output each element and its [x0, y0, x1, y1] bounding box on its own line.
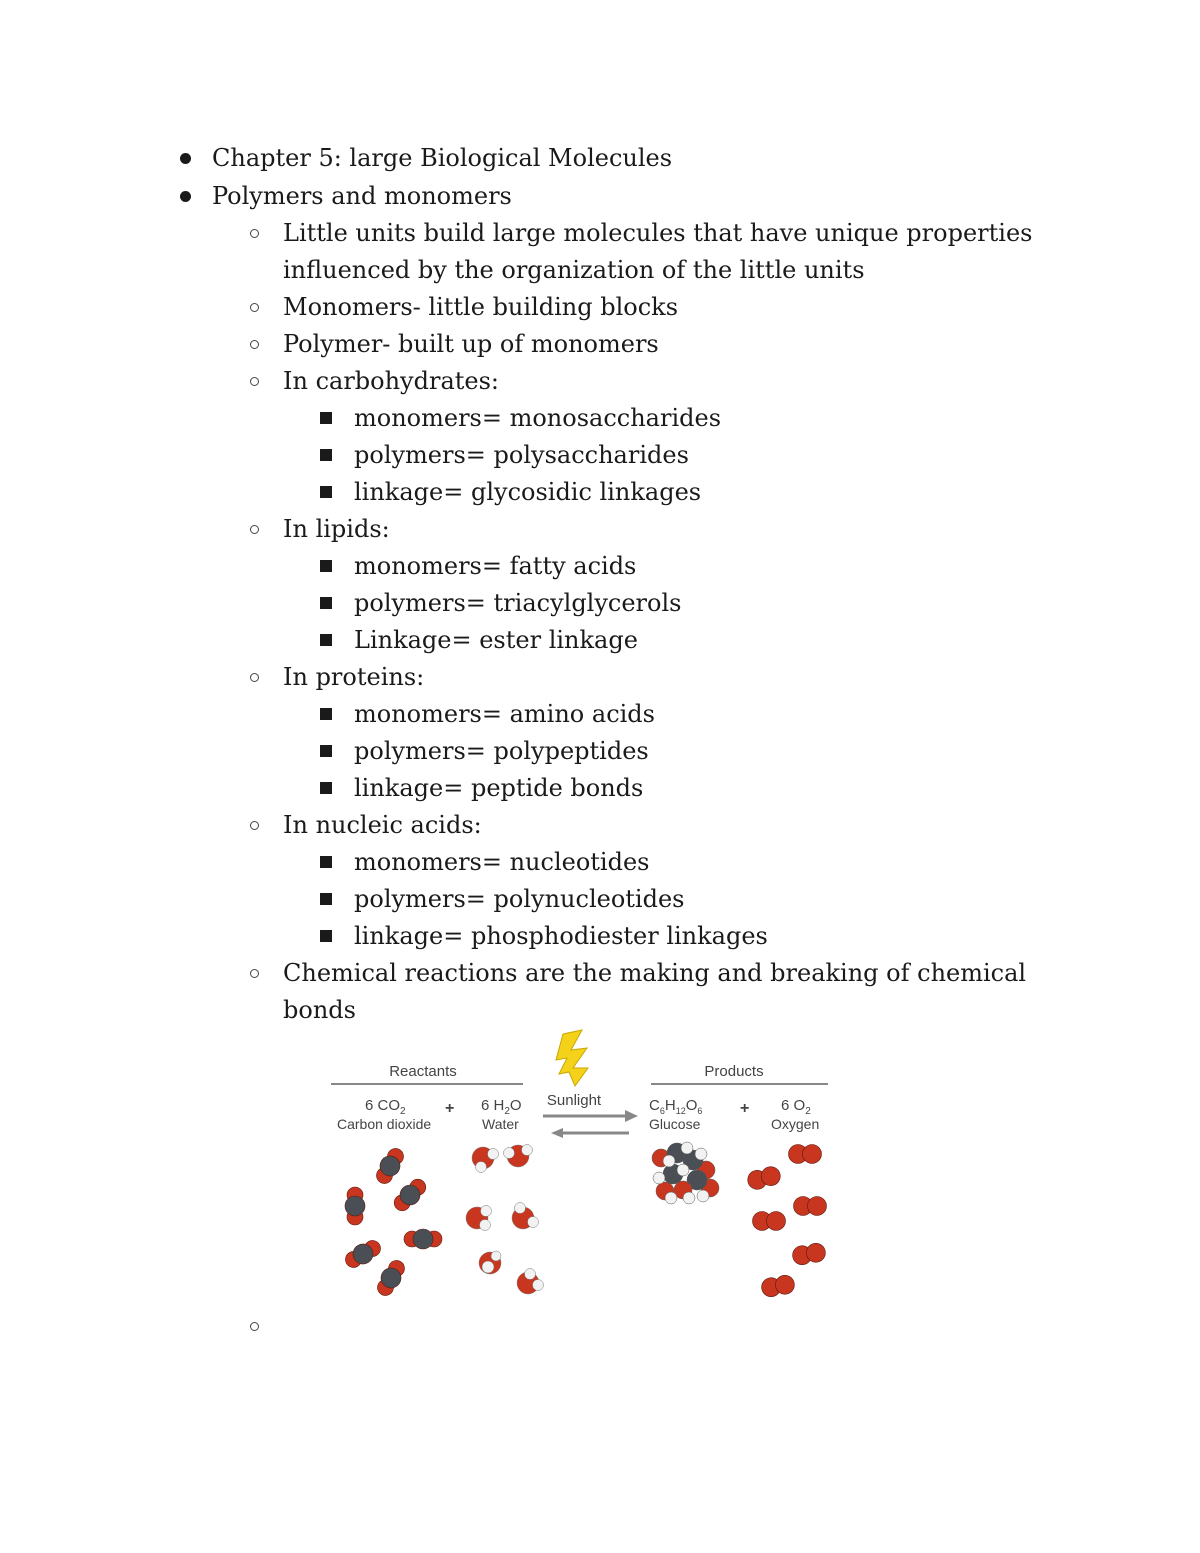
bullet-circle-icon: [250, 340, 259, 349]
bullet-square-icon: [320, 449, 332, 461]
co2-name: Carbon dioxide: [337, 1116, 432, 1132]
bullet-square-icon: [320, 893, 332, 905]
outline-item-level-2: In carbohydrates:: [283, 367, 500, 395]
outline-item-level-3: linkage= phosphodiester linkages: [354, 922, 768, 950]
reactants-label: Reactants: [389, 1063, 457, 1080]
outline-item-level-1: Chapter 5: large Biological Molecules: [212, 144, 673, 172]
bullet-square-icon: [320, 486, 332, 498]
outline-item-level-3: polymers= polypeptides: [354, 737, 649, 765]
co2-formula: 6 $CO_2$: [365, 1097, 406, 1117]
outline-item-level-2: In nucleic acids:: [283, 811, 482, 839]
outline-item-level-3: monomers= monosaccharides: [354, 404, 722, 432]
bullet-circle-icon: [250, 525, 259, 534]
outline-item-level-3: Linkage= ester linkage: [354, 626, 638, 654]
outline-item-level-3: monomers= nucleotides: [354, 848, 650, 876]
o2-formula: 6 $O_2$: [781, 1097, 811, 1117]
glucose-name: Glucose: [649, 1116, 701, 1132]
bullet-square-icon: [320, 708, 332, 720]
lightning-bolt-icon: [556, 1030, 588, 1086]
bullet-square-icon: [320, 930, 332, 942]
outline-item-level-2: Chemical reactions are the making and breaking of chemical: [283, 959, 1027, 987]
plus-sign-2: +: [740, 1100, 750, 1117]
co2-molecules: [342, 1145, 442, 1300]
glucose-formula: $C_6H_{12}O_6$: [649, 1097, 703, 1116]
bullet-square-icon: [320, 634, 332, 646]
o2-molecules: [746, 1145, 827, 1299]
outline-item-level-2: Polymer- built up of monomers: [283, 330, 659, 358]
outline-item-level-3: polymers= triacylglycerols: [354, 589, 682, 617]
outline-item-level-2: In lipids:: [283, 515, 390, 543]
outline-item-level-2: Little units build large molecules that have unique properties: [283, 219, 1033, 247]
bullet-circle-icon: [250, 377, 259, 386]
outline-item-level-3: monomers= amino acids: [354, 700, 655, 728]
outline-item-level-3: polymers= polynucleotides: [354, 885, 685, 913]
h2o-formula: 6 $H_2O$: [481, 1097, 522, 1117]
bullet-circle-icon: [250, 229, 259, 238]
bullet-disc-icon: [180, 153, 191, 164]
bullet-circle-icon: [250, 969, 259, 978]
outline-item-level-1: Polymers and monomers: [212, 182, 512, 210]
bullet-square-icon: [320, 856, 332, 868]
bullet-square-icon: [320, 560, 332, 572]
bullet-circle-icon: [250, 673, 259, 682]
outline-item-level-2: Monomers- little building blocks: [283, 293, 679, 321]
o2-name: Oxygen: [771, 1116, 820, 1132]
glucose-molecule: [652, 1142, 719, 1204]
h2o-name: Water: [482, 1116, 519, 1132]
outline-item-level-3: linkage= peptide bonds: [354, 774, 644, 802]
outline-item-level-3: polymers= polysaccharides: [354, 441, 689, 469]
equilibrium-arrows-icon: [543, 1110, 638, 1138]
outline-item-level-2: influenced by the organization of the little units: [283, 256, 865, 284]
sunlight-label: Sunlight: [546, 1092, 602, 1109]
bullet-circle-icon: [250, 821, 259, 830]
bullet-square-icon: [320, 782, 332, 794]
bullet-circle-icon: [250, 1322, 259, 1331]
bullet-circle-icon: [250, 303, 259, 312]
plus-sign-1: +: [445, 1100, 455, 1117]
bullet-square-icon: [320, 412, 332, 424]
outline-item-level-2: bonds: [283, 996, 356, 1024]
bullet-square-icon: [320, 745, 332, 757]
outline-item-level-3: linkage= glycosidic linkages: [354, 478, 702, 506]
bullet-square-icon: [320, 597, 332, 609]
photosynthesis-reaction-diagram: [325, 1028, 835, 1308]
outline-item-level-3: monomers= fatty acids: [354, 552, 637, 580]
outline-item-level-2: In proteins:: [283, 663, 425, 691]
products-label: Products: [704, 1063, 764, 1080]
bullet-disc-icon: [180, 191, 191, 202]
h2o-molecules: [466, 1145, 544, 1295]
